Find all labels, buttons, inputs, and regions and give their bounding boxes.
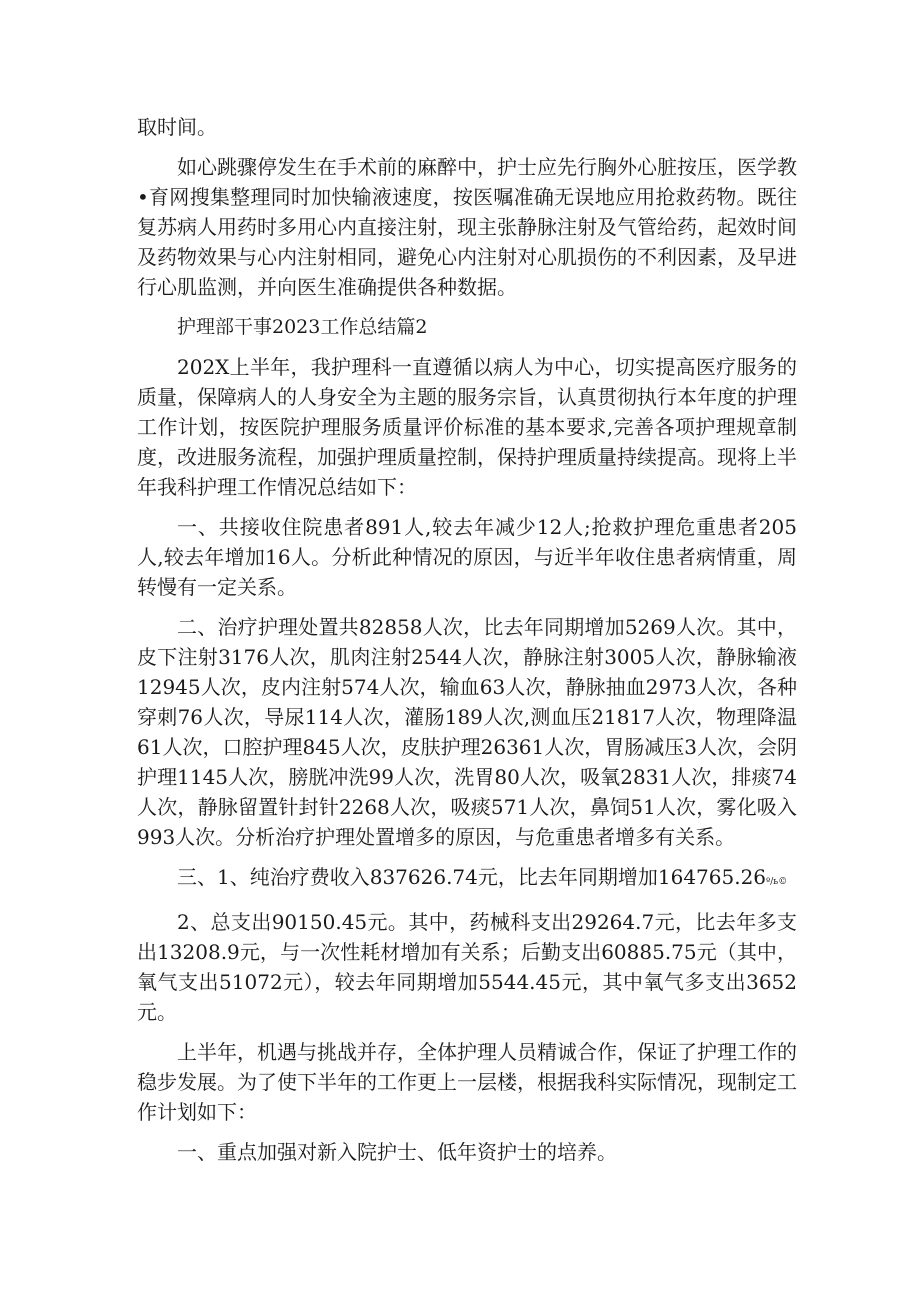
paragraph-treatments: 二、治疗护理处置共82858人次，比去年同期增加5269人次。其中，皮下注射3176人次，肌肉注射2544人次，静脉注射3005人次，静脉输液12945人次，皮内注射574人次，输血63人次，静脉抽血2973人次，各种穿刺76人次，导尿114人次，灌肠189人次,测血压21817人次，物理降温61人次，口腔护理845人次，皮肤护理26361人次，胃肠减压3人次，会阴护理1145人次，膀胱冲洗99人次，洗胃80人次，吸氧2831人次，排痰74人次，静脉留置针封针2268人次，吸痰571人次，鼻饲51人次，雾化吸入993人次。分析治疗护理处置增多的原因，与危重患者增多有关系。 bbox=[137, 615, 797, 849]
paragraph-admissions: 一、共接收住院患者891人,较去年减少12人;抢救护理危重患者205人,较去年增加16人。分析此种情况的原因，与近半年收住患者病情重，周转慢有一定关系。 bbox=[137, 515, 797, 599]
document-body bbox=[137, 112, 797, 1167]
income-tiny-suffix: º/ь© bbox=[766, 877, 788, 887]
paragraph-expenditure: 2、总支出90150.45元。其中，药械科支出29264.7元，比去年多支出13208.9元，与一次性耗材增加有关系；后勤支出60885.75元（其中，氧气支出51072元），较去年同期增加5544.45元，其中氧气多支出3652元。 bbox=[137, 910, 797, 1024]
paragraph-continuation: 取时间。 bbox=[137, 115, 217, 139]
paragraph-first-half-summary: 上半年，机遇与挑战并存，全体护理人员精诚合作，保证了护理工作的稳步发展。为了使下半年的工作更上一层楼，根据我科实际情况，现制定工作计划如下： bbox=[137, 1040, 797, 1124]
income-text: 三、1、纯治疗费收入837626.74元，比去年同期增加164765.26 bbox=[177, 865, 767, 889]
paragraph-income bbox=[137, 862, 797, 897]
paragraph-intro: 202X上半年，我护理科一直遵循以病人为中心，切实提高医疗服务的质量，保障病人的人身安全为主题的服务宗旨，认真贯彻执行本年度的护理工作计划，按医院护理服务质量评价标准的基本要求,完善各项护理规章制度，改进服务流程，加强护理质量控制，保持护理质量持续提高。现将上半年我科护理工作情况总结如下： bbox=[137, 355, 797, 499]
section-heading: 护理部干事2023工作总结篇2 bbox=[177, 316, 428, 338]
paragraph-plan-item-1: 一、重点加强对新入院护士、低年资护士的培养。 bbox=[177, 1140, 617, 1164]
paragraph-cardiac-arrest: 如心跳骤停发生在手术前的麻醉中，护士应先行胸外心脏按压，医学教•育网搜集整理同时加快输液速度，按医嘱准确无误地应用抢救药物。既往复苏病人用药时多用心内直接注射，现主张静脉注射及气管给药，起效时间及药物效果与心内注射相同，避免心内注射对心肌损伤的不利因素，及早进行心肌监测，并向医生准确提供各种数据。 bbox=[137, 155, 797, 299]
